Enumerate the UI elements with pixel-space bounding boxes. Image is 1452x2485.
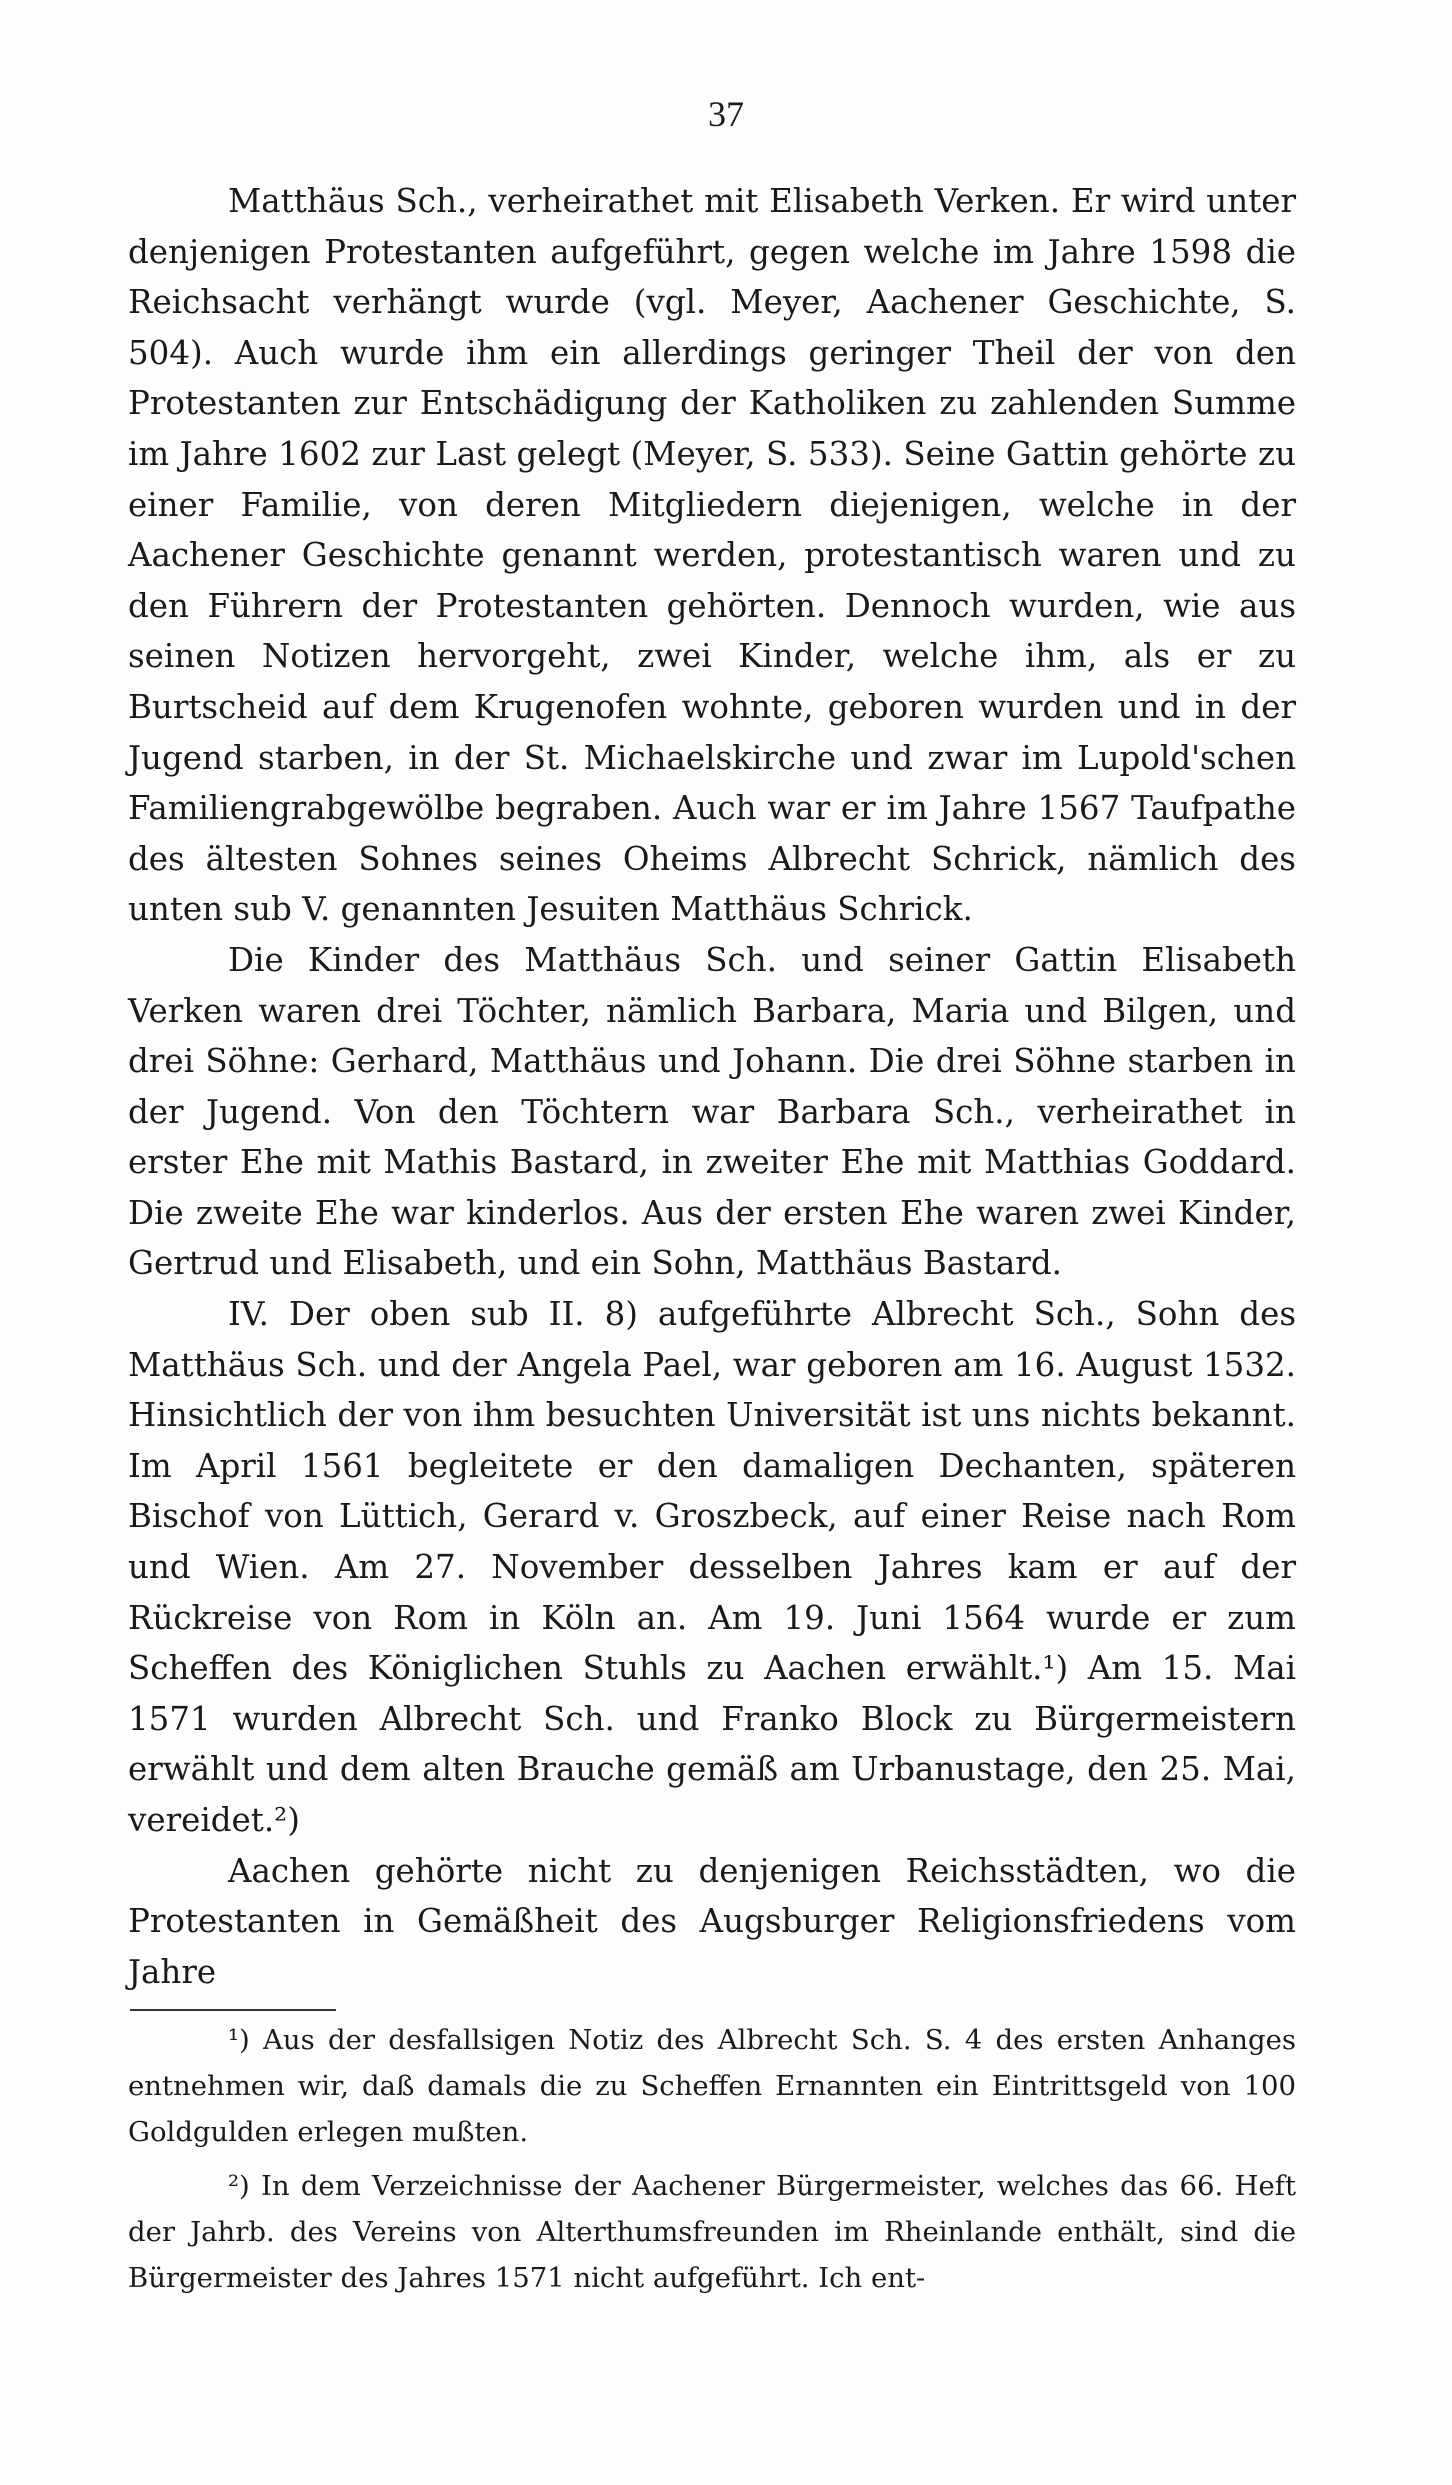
body-text — [128, 176, 1296, 1997]
paragraph-albrecht: IV. Der oben sub II. 8) aufgeführte Albrecht Sch., Sohn des Matthäus Sch. und der Angela Pael, war geboren am 16. August 1532. Hinsichtlich der von ihm besuchten Universität ist uns nichts bekannt. Im April 1561 begleitete er den damaligen Dechanten, späteren Bischof von Lüttich, Gerard v. Groszbeck, auf einer Reise nach Rom und Wien. Am 27. November desselben Jahres kam er auf der Rückreise von Rom in Köln an. Am 19. Juni 1564 wurde er zum Scheffen des Königlichen Stuhls zu Aachen erwählt.¹) Am 15. Mai 1571 wurden Albrecht Sch. und Franko Block zu Bürgermeistern erwählt und dem alten Brauche gemäß am Urbanustage, den 25. Mai, vereidet.²) — [128, 1295, 1296, 1839]
page-number: 37 — [708, 94, 744, 134]
paragraph-children: Die Kinder des Matthäus Sch. und seiner Gattin Elisabeth Verken waren drei Töchter, nämlich Barbara, Maria und Bilgen, und drei Söhne: Gerhard, Matthäus und Johann. Die drei Söhne starben in der Jugend. Von den Töchtern war Barbara Sch., verheirathet in erster Ehe mit Mathis Bastard, in zweiter Ehe mit Matthias Goddard. Die zweite Ehe war kinderlos. Aus der ersten Ehe waren zwei Kinder, Gertrud und Elisabeth, und ein Sohn, Matthäus Bastard. — [128, 940, 1296, 1283]
footnote-2: ²) In dem Verzeichnisse der Aachener Bürgermeister, welches das 66. Heft der Jahrb. des Vereins von Alterthumsfreunden im Rheinlande enthält, sind die Bürgermeister des Jahres 1571 nicht aufgeführt. Ich ent- — [128, 2170, 1296, 2294]
paragraph-matthaeus: Matthäus Sch., verheirathet mit Elisabeth Verken. Er wird unter denjenigen Protestanten aufgeführt, gegen welche im Jahre 1598 die Reichsacht verhängt wurde (vgl. Meyer, Aachener Geschichte, S. 504). Auch wurde ihm ein allerdings geringer Theil der von den Protestanten zur Entschädigung der Katholiken zu zahlenden Summe im Jahre 1602 zur Last gelegt (Meyer, S. 533). Seine Gattin gehörte zu einer Familie, von deren Mitgliedern diejenigen, welche in der Aachener Geschichte genannt werden, protestantisch waren und zu den Führern der Protestanten gehörten. Dennoch wurden, wie aus seinen Notizen hervorgeht, zwei Kinder, welche ihm, als er zu Burtscheid auf dem Krugenofen wohnte, geboren wurden und in der Jugend starben, in der St. Michaelskirche und zwar im Lupold'schen Familiengrabgewölbe begraben. Auch war er im Jahre 1567 Taufpathe des ältesten Sohnes seines Oheims Albrecht Schrick, nämlich des unten sub V. genannten Jesuiten Matthäus Schrick. — [128, 182, 1296, 929]
footnotes — [128, 2017, 1296, 2301]
footnote-1: ¹) Aus der desfallsigen Notiz des Albrecht Sch. S. 4 des ersten Anhanges entnehmen wir, daß damals die zu Scheffen Ernannten ein Eintrittsgeld von 100 Goldgulden erlegen mußten. — [128, 2024, 1296, 2148]
paragraph-aachen: Aachen gehörte nicht zu denjenigen Reichsstädten, wo die Protestanten in Gemäßheit des Augsburger Religionsfriedens vom Jahre — [128, 1851, 1296, 1991]
footnote-divider — [130, 2009, 336, 2011]
